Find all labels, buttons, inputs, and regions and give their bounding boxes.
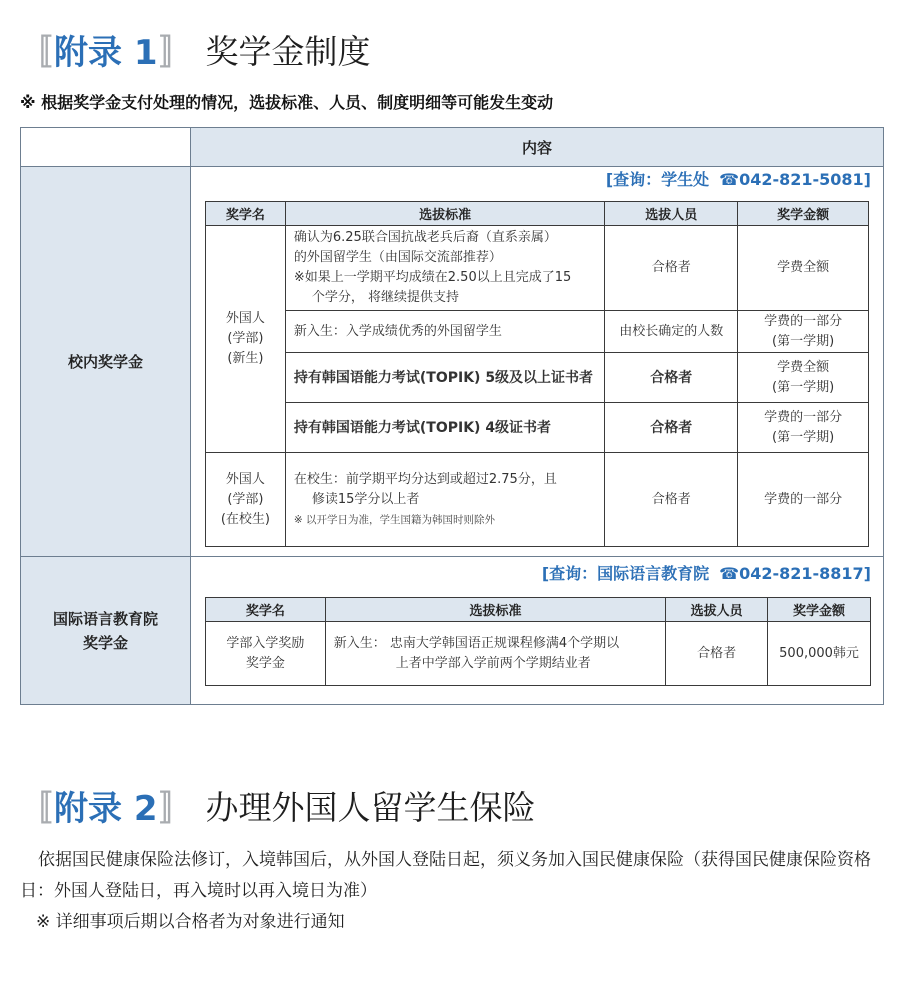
group-line: (新生) <box>227 351 264 366</box>
criteria-line: 的外国留学生（由国际交流部推荐） <box>293 250 502 265</box>
change-notice: ※ 根据奖学金支付处理的情况，选拔标准、人员、制度明细等可能发生变动 <box>20 93 554 112</box>
campus-scholarship-row <box>21 166 883 556</box>
campus-contact-phone: ☎042-821-5081] <box>719 170 871 189</box>
criteria-enrolled <box>285 453 605 547</box>
amount-cell: 学费的一部分 <box>738 453 869 547</box>
amount-cell <box>738 403 869 453</box>
close-bracket: 〛 <box>159 788 194 829</box>
language-contact-label: [查询：国际语言教育院 <box>541 564 710 583</box>
table-row <box>206 622 871 686</box>
criteria-excellent: 新入生：入学成绩优秀的外国留学生 <box>285 311 605 353</box>
group-line: 外国人 <box>225 471 265 487</box>
appendix-label: 附录 2 <box>54 788 158 829</box>
amount-cell: 学费全额 <box>738 226 869 311</box>
insurance-paragraph: 依据国民健康保险法修订，入境韩国后，从外国人登陆日起，须义务加入国民健康保险（获得国民健康保险资格日：外国人登陆日，再入境时以再入境日为准） <box>20 850 871 901</box>
criteria-line: 确认为6.25联合国抗战老兵后裔（直系亲属） <box>293 230 557 245</box>
outer-header-content: 内容 <box>191 128 883 166</box>
group-foreign-freshman <box>206 226 286 453</box>
appendix-title: 奖学金制度 <box>205 31 371 71</box>
col-amount: 奖学金额 <box>738 202 869 226</box>
amount-line: 学费的一部分 <box>764 313 843 329</box>
criteria-veteran <box>285 226 605 311</box>
col-amount: 奖学金额 <box>768 598 871 622</box>
selected-cell: 合格者 <box>666 622 768 686</box>
criteria-cell <box>325 622 665 686</box>
col-selected: 选拔人员 <box>605 202 738 226</box>
language-inner-table <box>205 597 871 686</box>
table-row <box>206 453 869 547</box>
campus-inner-table <box>205 201 869 547</box>
name-cell <box>206 622 326 686</box>
appendix-title: 办理外国人留学生保险 <box>205 787 536 827</box>
amount-cell <box>738 353 869 403</box>
criteria-line: 修读15学分以上者 <box>311 491 420 507</box>
selected-cell: 合格者 <box>605 226 738 311</box>
appendix-label: 附录 1 <box>54 32 158 73</box>
language-table-header <box>206 598 871 622</box>
criteria-note: ※ 以开学日为准，学生国籍为韩国时则除外 <box>293 513 496 526</box>
table-row <box>206 226 869 311</box>
criteria-line: ※如果上一学期平均成绩在2.50以上且完成了15 <box>293 270 572 285</box>
criteria-topik5: 持有韩国语能力考试(TOPIK) 5级及以上证书者 <box>285 353 605 403</box>
outer-header-blank <box>21 128 191 166</box>
group-line: 外国人 <box>225 311 265 326</box>
language-scholarship-content <box>191 557 883 704</box>
title-line: 奖学金 <box>82 633 128 652</box>
insurance-text <box>20 845 886 938</box>
group-foreign-enrolled <box>206 453 286 547</box>
criteria-line: 新入生： 忠南大学韩国语正规课程修满4个学期以 <box>333 635 620 651</box>
open-bracket: 〚 <box>18 788 52 829</box>
amount-line: (第一学期) <box>772 429 835 445</box>
open-bracket: 〚 <box>18 32 52 73</box>
language-contact-phone: ☎042-821-8817] <box>719 564 871 583</box>
selected-cell: 合格者 <box>605 403 738 453</box>
criteria-line: 在校生：前学期平均分达到或超过2.75分，且 <box>293 471 557 487</box>
language-scholarship-title <box>21 557 191 704</box>
amount-line: 学费的一部分 <box>764 409 843 425</box>
close-bracket: 〛 <box>159 32 194 73</box>
campus-scholarship-content <box>191 167 883 556</box>
title-line: 国际语言教育院 <box>52 609 158 628</box>
table-row <box>206 353 869 403</box>
criteria-topik4: 持有韩国语能力考试(TOPIK) 4级证书者 <box>285 403 605 453</box>
col-name: 奖学名 <box>206 202 286 226</box>
campus-scholarship-title: 校内奖学金 <box>21 167 191 556</box>
language-scholarship-row <box>21 556 883 704</box>
campus-contact-label: [查询：学生处 <box>605 170 710 189</box>
amount-line: (第一学期) <box>772 379 835 395</box>
table-row <box>206 311 869 353</box>
selected-cell: 合格者 <box>605 453 738 547</box>
campus-contact <box>191 167 883 193</box>
amount-cell <box>738 311 869 353</box>
outer-header-row <box>21 128 883 166</box>
name-line: 学部入学奖励 <box>226 635 305 651</box>
group-line: (学部) <box>227 491 264 507</box>
criteria-line: 上者中学部入学前两个学期结业者 <box>395 655 591 671</box>
language-contact <box>191 561 883 587</box>
col-name: 奖学名 <box>206 598 326 622</box>
amount-line: (第一学期) <box>772 333 835 349</box>
col-selected: 选拔人员 <box>666 598 768 622</box>
col-criteria: 选拔标准 <box>325 598 665 622</box>
appendix-1-heading <box>18 24 371 74</box>
selected-cell: 由校长确定的人数 <box>605 311 738 353</box>
amount-cell: 500,000韩元 <box>768 622 871 686</box>
name-line: 奖学金 <box>245 655 285 671</box>
group-line: (学部) <box>227 331 264 346</box>
group-line: (在校生) <box>220 511 271 527</box>
scholarship-table <box>20 127 884 705</box>
selected-cell: 合格者 <box>605 353 738 403</box>
criteria-line: 个学分， 将继续提供支持 <box>311 290 460 305</box>
col-criteria: 选拔标准 <box>285 202 605 226</box>
campus-table-header <box>206 202 869 226</box>
appendix-2-heading <box>18 780 536 830</box>
amount-line: 学费全额 <box>777 359 830 375</box>
insurance-note: ※ 详细事项后期以合格者为对象进行通知 <box>36 912 345 932</box>
table-row <box>206 403 869 453</box>
